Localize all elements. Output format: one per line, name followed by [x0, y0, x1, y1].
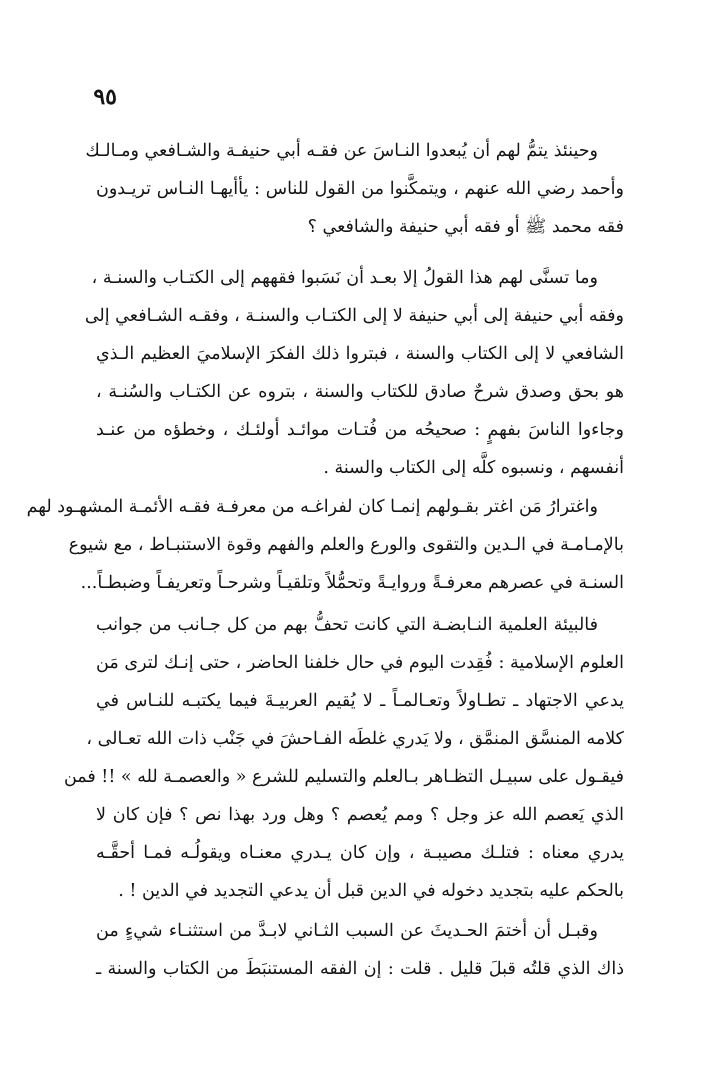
paragraph: [26, 488, 624, 602]
text-line: بالحكم عليه بتجديد دخوله في الدين قبل أن يدعي التجديد في الدين ! .: [118, 881, 624, 901]
text-line: وما تسنَّى لهم هذا القولُ إلا بعـد أن نَسَبوا فقههم إلى الكتـاب والسنـة ،: [91, 268, 598, 288]
text-line: فيقـول على سبيـل التظـاهر بـالعلم والتسليم للشرع « والعصمـة لله » !! فمن: [63, 767, 624, 787]
text-line: وجاءوا الناسَ بفهمٍ : صحيحُه من فُتـات موائـد أولئـك ، وخطؤه من عنـد: [96, 420, 624, 440]
text-line: بالإمـامـة في الـدين والتقوى والورع والعلم والفهم وقوة الاستنبـاط ، مع شيوع: [68, 535, 624, 555]
text-line: فالبيئة العلمية النـابضـة التي كانت تحفُّ بهم من كل جـانب من جوانب: [96, 615, 598, 635]
text-line: يدعي الاجتهاد ـ تطـاولاً وتعـالمـاً ـ لا يُقيم العربيـةَ فيما يكتبـه للنـاس في: [96, 691, 624, 711]
text-line: وحينئذ يتمُّ لهم أن يُبعدوا النـاسَ عن فقـه أبي حنيفـة والشـافعي ومـالـك: [85, 141, 598, 161]
paragraph: [63, 606, 624, 910]
text-line: العلوم الإسلامية : فُقِدت اليوم في حال خلفنا الحاضر ، حتى إنـك لترى مَن: [96, 653, 624, 673]
paragraph: [85, 132, 624, 246]
text-line: ذاك الذي قلتُه قبلَ قليل . قلت : إن الفقه المستنبَطَ من الكتاب والسنة ـ: [96, 959, 624, 979]
text-line: الشافعي لا إلى الكتاب والسنة ، فبتروا ذلك الفكرَ الإسلاميَ العظيم الـذي: [96, 344, 624, 364]
paragraph: [96, 912, 624, 988]
text-line: وفقه أبي حنيفة إلى أبي حنيفة لا إلى الكتـاب والسنـة ، وفقـه الشـافعي إلى: [84, 306, 624, 326]
text-line: السنـة في عصرهم معرفـةً وروايـةً وتحمُّلاً وتلقيـاً وشرحـاً وتعريفـاً وضبطـاً...: [80, 573, 624, 593]
text-line: وأحمد رضي الله عنهم ، ويتمكَّنوا من القول للناس : يأأيهـا النـاس تريـدون: [96, 179, 624, 199]
text-line: يدري معناه : فتلـك مصيبـة ، وإن كان يـدري معنـاه ويقولُـه فمـا أحقَّـه: [96, 843, 624, 863]
paragraph: [84, 259, 624, 487]
text-line: واغترارُ مَن اغتر بقـولهم إنمـا كان لفراغـه من معرفـة فقـه الأئمـة المشهـود لهم: [26, 497, 598, 517]
text-line: هو بحق وصدق شرحٌ صادق للكتاب والسنة ، بتروه عن الكتـاب والسُنـة ،: [96, 382, 624, 402]
text-line: فقه محمد ﷺ أو فقه أبي حنيفة والشافعي ؟: [307, 217, 624, 237]
page-number: ٩٥: [93, 84, 117, 110]
text-line: الذي يَعصم الله عز وجل ؟ ومم يُعصم ؟ وهل ورد بهذا نص ؟ فإن كان لا: [96, 805, 624, 825]
text-line: كلامه المنسَّق المنمَّق ، ولا يَدري غلطَه الفـاحشَ في جَنْب ذات الله تعـالى ،: [86, 729, 624, 749]
text-line: وقبـل أن أختمَ الحـديثَ عن السبب الثـاني لابـدَّ من استثنـاء شيءٍ من: [96, 921, 598, 941]
text-line: أنفسهم ، ونسبوه كلَّه إلى الكتاب والسنة .: [323, 458, 624, 478]
